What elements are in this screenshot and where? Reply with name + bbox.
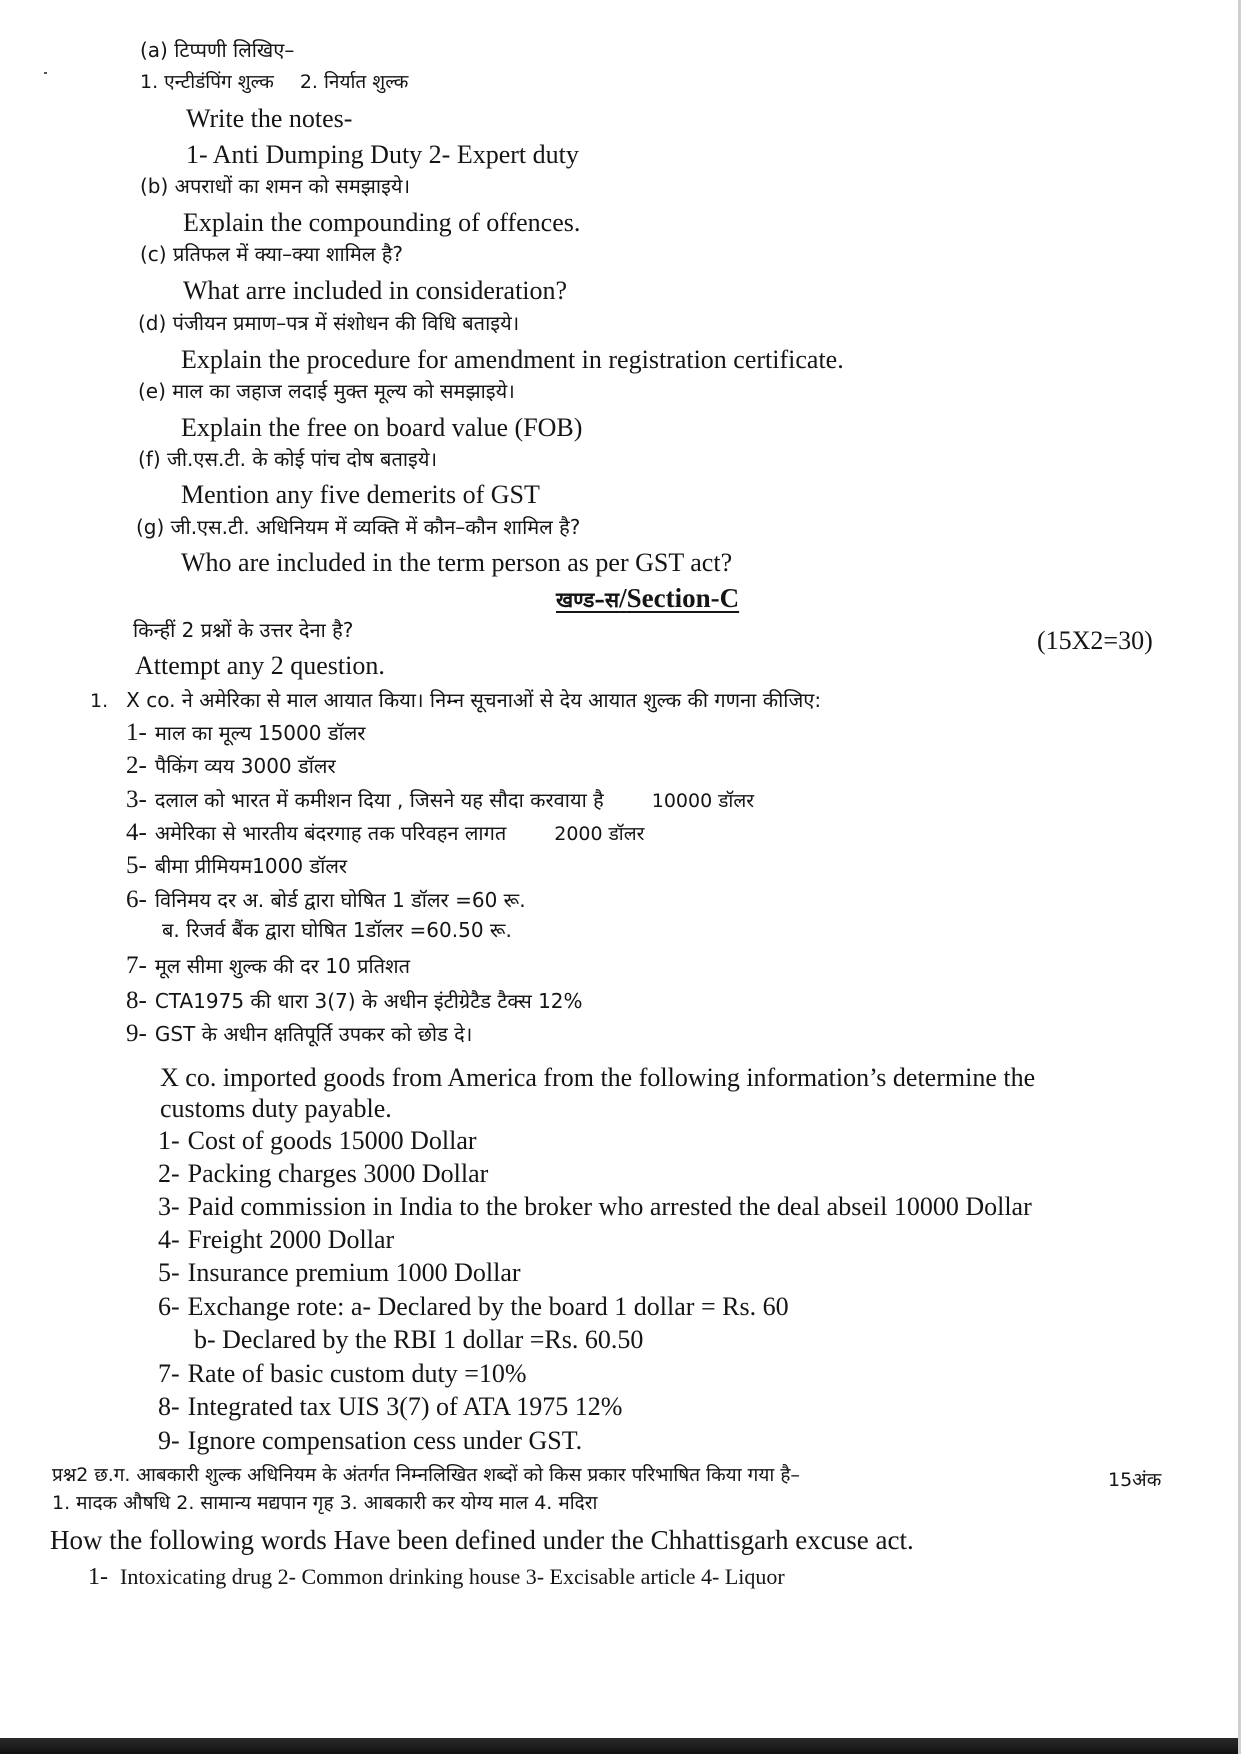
list-text: b- Declared by the RBI 1 dollar =Rs. 60.50: [194, 1325, 644, 1354]
item-e-hindi: [138, 381, 515, 401]
list-text: बीमा प्रीमियम1000 डॉलर: [154, 854, 348, 878]
scan-speck: [44, 72, 47, 74]
section-c-marks: (15X2=30): [1037, 626, 1153, 655]
list-text: दलाल को भारत में कमीशन दिया , जिसने यह सौदा करवाया है: [154, 788, 604, 812]
list-number: 4-: [158, 1225, 180, 1254]
list-number: 8-: [126, 987, 147, 1014]
list-text: Exchange rote: a- Declared by the board 1 dollar = Rs. 60: [187, 1292, 789, 1321]
list-number: 5-: [158, 1258, 180, 1287]
list-number: 3-: [126, 786, 147, 813]
list-text: Paid commission in India to the broker who arrested the deal abseil 10000 Dollar: [187, 1192, 1032, 1221]
item-a-english-2: 1- Anti Dumping Duty 2- Expert duty: [186, 140, 579, 169]
item-c-hindi: [140, 244, 403, 264]
hindi-list-item: [162, 920, 512, 941]
english-list-item: [158, 1227, 394, 1253]
q2-english-line-1: How the following words Have been defined under the Chhattisgarh excuse act.: [50, 1525, 914, 1555]
item-g-english: Who are included in the term person as per GST act?: [181, 548, 733, 577]
hindi-list-item: [126, 853, 347, 878]
list-number: 9-: [126, 1020, 147, 1047]
item-g-hindi: [136, 517, 580, 537]
list-number: 2-: [126, 752, 147, 779]
list-text: Intoxicating drug 2- Common drinking house 3- Excisable article 4- Liquor: [120, 1564, 785, 1589]
english-list-item: [158, 1260, 521, 1286]
section-c-heading: [556, 585, 739, 612]
hindi-list-item: [126, 820, 644, 845]
q2-english-line-2: [88, 1565, 785, 1589]
question-hindi-text: X co. ने अमेरिका से माल आयात किया। निम्न सूचनाओं से देय आयात शुल्क की गणना कीजिए:: [126, 688, 822, 712]
item-c-english: What arre included in consideration?: [183, 276, 568, 305]
hindi-list-item: [126, 988, 583, 1013]
question-number: 1.: [90, 690, 109, 712]
item-b-hindi: [140, 176, 410, 196]
scan-bottom-edge: [0, 1738, 1241, 1754]
list-value: 2000 डॉलर: [554, 823, 645, 845]
english-list-item: [158, 1194, 1032, 1220]
section-c-instruction-hindi: किन्हीं 2 प्रश्नों के उत्तर देना है?: [133, 618, 354, 642]
item-label: (a): [140, 38, 168, 62]
q2-hindi-line-1: प्रश्न2 छ.ग. आबकारी शुल्क अधिनियम के अंतर्गत निम्नलिखित शब्दों को किस प्रकार परिभाषित किया गया है–: [52, 1464, 800, 1486]
item-d-hindi: [138, 313, 519, 333]
section-heading-english: Section-C: [626, 583, 740, 613]
item-hindi-text: पंजीयन प्रमाण–पत्र में संशोधन की विधि बताइये।: [172, 311, 520, 335]
list-number: 1-: [126, 719, 147, 746]
list-number: 1-: [158, 1126, 180, 1155]
item-hindi-text: जी.एस.टी. अधिनियम में व्यक्ति में कौन–कौन शामिल है?: [170, 515, 581, 539]
list-number: 4-: [126, 819, 147, 846]
hindi-list-item: [126, 720, 365, 745]
english-list-item: [158, 1161, 488, 1187]
list-text: पैकिंग व्यय 3000 डॉलर: [154, 754, 336, 778]
list-text: Insurance premium 1000 Dollar: [187, 1258, 521, 1287]
item-hindi-text: टिप्पणी लिखिए–: [174, 38, 295, 62]
hindi-list-item: [126, 887, 526, 912]
hindi-list-item: [126, 753, 336, 778]
item-hindi-text: जी.एस.टी. के कोई पांच दोष बताइये।: [167, 447, 438, 471]
q1-english-intro-2: customs duty payable.: [160, 1094, 392, 1123]
q1-english-intro-1: X co. imported goods from America from the following information’s determine the: [160, 1063, 1036, 1092]
item-label: (e): [138, 379, 166, 403]
list-text: Ignore compensation cess under GST.: [187, 1426, 583, 1455]
list-number: 3-: [158, 1192, 180, 1221]
item-hindi-text: अपराधों का शमन को समझाइये।: [174, 174, 411, 198]
english-list-item: [194, 1327, 643, 1353]
list-number: 7-: [158, 1359, 180, 1388]
list-text: मूल सीमा शुल्क की दर 10 प्रतिशत: [154, 954, 411, 978]
item-label: (d): [138, 311, 167, 335]
item-e-english: Explain the free on board value (FOB): [181, 413, 583, 442]
list-number: 8-: [158, 1392, 180, 1421]
section-c-instruction-english: Attempt any 2 question.: [135, 651, 385, 680]
list-number: 1-: [88, 1564, 108, 1590]
item-label: (c): [140, 242, 167, 266]
list-text: Integrated tax UIS 3(7) of ATA 1975 12%: [187, 1392, 623, 1421]
sub-item-2: 2. निर्यात शुल्क: [299, 71, 409, 93]
list-text: CTA1975 की धारा 3(7) के अधीन इंटीग्रेटैड टैक्स 12%: [154, 989, 583, 1013]
list-number: 2-: [158, 1159, 180, 1188]
english-list-item: [158, 1294, 789, 1320]
list-number: 6-: [126, 886, 147, 913]
list-number: 5-: [126, 852, 147, 879]
item-a-hindi: [140, 40, 294, 60]
english-list-item: [158, 1394, 622, 1420]
list-value: 10000 डॉलर: [651, 790, 754, 812]
list-number: 6-: [158, 1292, 180, 1321]
item-hindi-text: माल का जहाज लदाई मुक्त मूल्य को समझाइये।: [172, 379, 515, 403]
item-label: (b): [140, 174, 169, 198]
item-a-hindi-sub: [140, 73, 408, 92]
hindi-list-item: [126, 1021, 472, 1046]
item-label: (f): [138, 447, 161, 471]
english-list-item: [158, 1428, 582, 1454]
item-d-english: Explain the procedure for amendment in registration certificate.: [181, 345, 844, 374]
q1-hindi-intro: [90, 690, 821, 711]
item-f-english: Mention any five demerits of GST: [181, 480, 540, 509]
item-b-english: Explain the compounding of offences.: [183, 208, 581, 237]
english-list-item: [158, 1361, 527, 1387]
list-text: विनिमय दर अ. बोर्ड द्वारा घोषित 1 डॉलर =60 रू.: [154, 888, 526, 912]
q2-hindi-line-2: 1. मादक औषधि 2. सामान्य मद्यपान गृह 3. आबकारी कर योग्य माल 4. मदिरा: [52, 1492, 598, 1514]
english-list-item: [158, 1128, 477, 1154]
q2-marks: 15अंक: [1108, 1469, 1162, 1491]
item-label: (g): [136, 515, 165, 539]
sub-item-1: 1. एन्टीडंपिंग शुल्क: [140, 71, 274, 93]
list-number: 7-: [126, 952, 147, 979]
hindi-list-item: [126, 787, 754, 812]
hindi-list-item: [126, 953, 410, 978]
list-text: ब. रिजर्व बैंक द्वारा घोषित 1डॉलर =60.50 रू.: [162, 918, 512, 942]
item-hindi-text: प्रतिफल में क्या–क्या शामिल है?: [172, 242, 403, 266]
list-text: Cost of goods 15000 Dollar: [187, 1126, 477, 1155]
list-text: माल का मूल्य 15000 डॉलर: [154, 721, 366, 745]
list-text: Rate of basic custom duty =10%: [187, 1359, 527, 1388]
list-text: Packing charges 3000 Dollar: [187, 1159, 489, 1188]
section-heading-sep: /: [619, 583, 627, 613]
list-text: अमेरिका से भारतीय बंदरगाह तक परिवहन लागत: [154, 821, 507, 845]
list-text: Freight 2000 Dollar: [187, 1225, 395, 1254]
item-f-hindi: [138, 449, 437, 469]
list-text: GST के अधीन क्षतिपूर्ति उपकर को छोड दे।: [154, 1022, 473, 1046]
item-a-english: Write the notes-: [186, 104, 353, 133]
section-heading-hindi: खण्ड–स: [556, 588, 620, 612]
list-number: 9-: [158, 1426, 180, 1455]
